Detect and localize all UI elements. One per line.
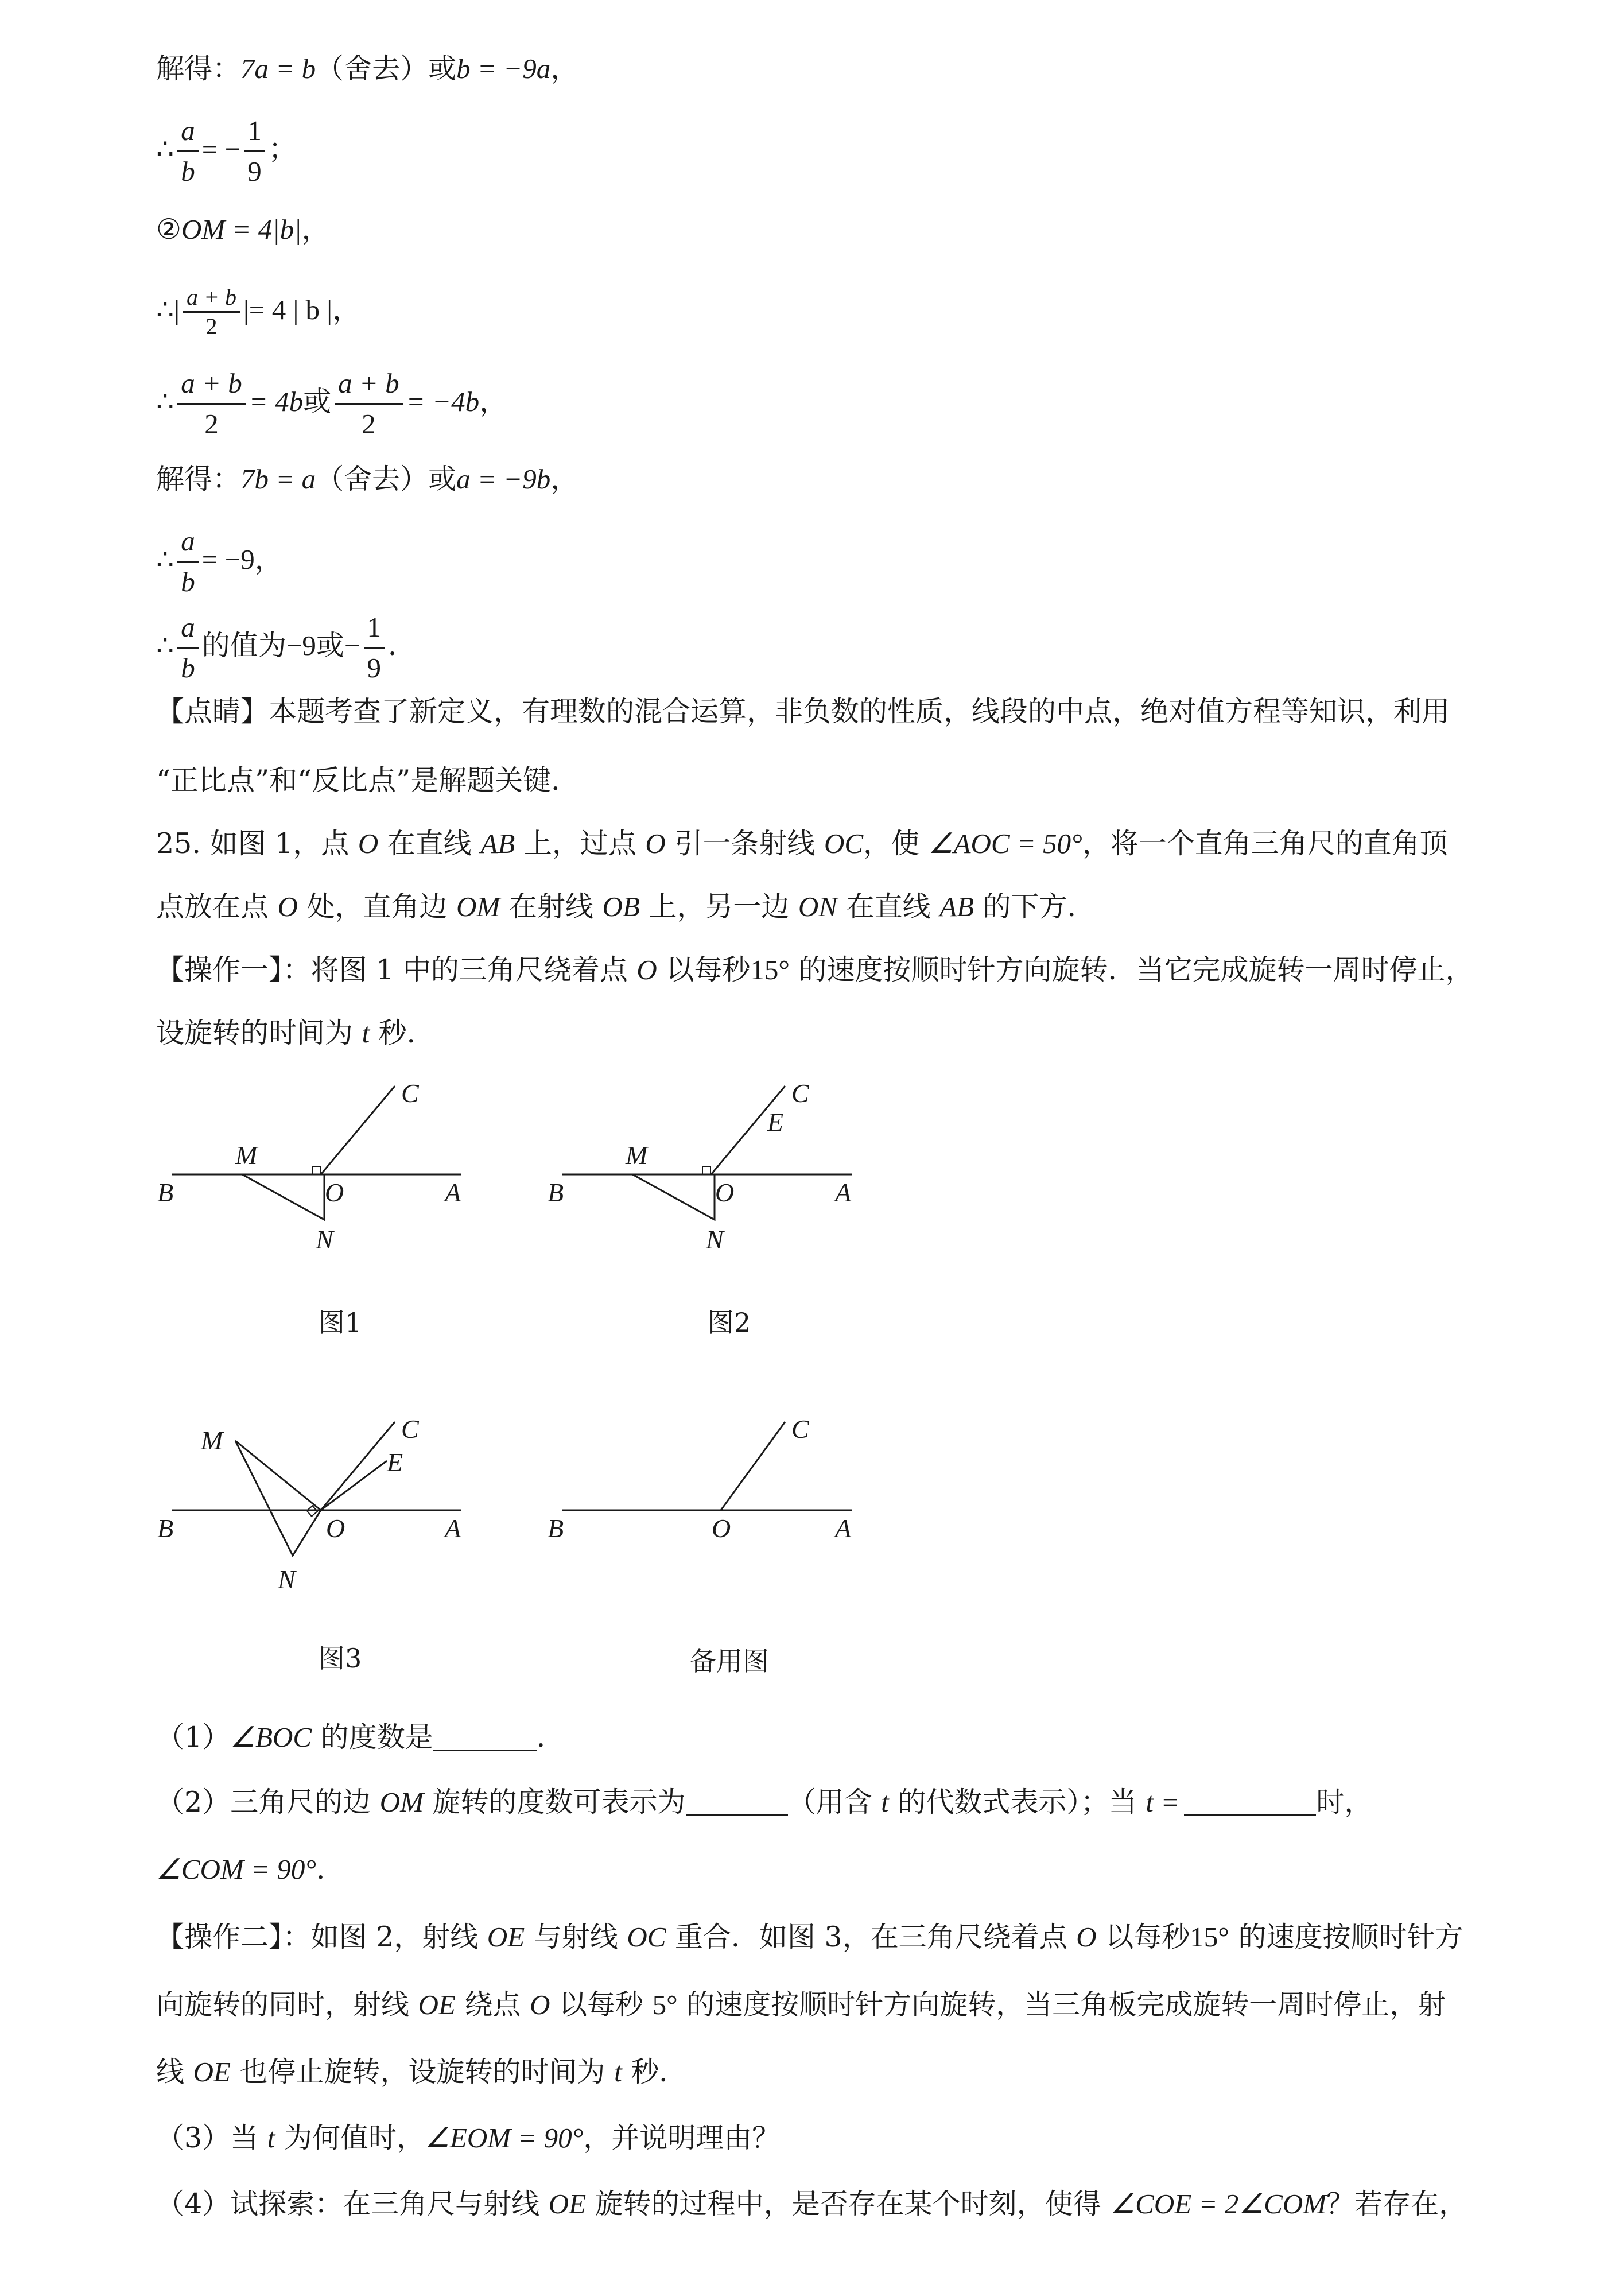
part-1: （1）∠BOC 的度数是 ． xyxy=(156,1721,565,1754)
figure-1 xyxy=(150,1073,472,1269)
label-O: O xyxy=(715,1178,735,1207)
label-N: N xyxy=(278,1565,296,1594)
solution-line-2: ∴ $\frac{a}{b}$ = − $\frac{1}{9}$ ； xyxy=(156,109,297,191)
question-25-line-2: 点放在点 O 处，直角边 OM 在射线 OB 上，另一边 ON 在直线 AB 的下方． xyxy=(156,890,1096,923)
label-B: B xyxy=(157,1178,174,1207)
label-B: B xyxy=(157,1514,174,1543)
figure-2 xyxy=(541,1073,862,1269)
label-N: N xyxy=(706,1225,724,1254)
label-B: B xyxy=(548,1178,564,1207)
label-C: C xyxy=(791,1079,809,1108)
label-N: N xyxy=(316,1225,333,1254)
answer-blank-2b[interactable] xyxy=(1184,1788,1316,1816)
figure-1-caption: 图1 xyxy=(319,1307,362,1338)
label-E: E xyxy=(387,1448,403,1477)
operation-1-line-1: 【操作一】：将图 1 中的三角尺绕着点 O 以每秒15° 的速度按顺时针方向旋转．当它完成旋转一周时停止， xyxy=(156,953,1474,986)
figure-spare-caption: 备用图 xyxy=(690,1646,769,1677)
answer-blank-2a[interactable] xyxy=(686,1788,788,1816)
operation-2-line-1: 【操作二】：如图 2，射线 OE 与射线 OC 重合．如图 3，在三角尺绕着点 O 以每秒15° 的速度按顺时针方 xyxy=(156,1921,1463,1953)
figure-2-caption: 图2 xyxy=(708,1307,751,1338)
solution-line-7: ∴ $\frac{a}{b}$ = −9， xyxy=(156,519,283,602)
solution-line-8: ∴ $\frac{a}{b}$ 的值为−9或− $\frac{1}{9}$ ． xyxy=(156,606,416,688)
solution-line-6: 解得：7b = a（舍去）或a = −9b， xyxy=(156,463,579,495)
label-C: C xyxy=(401,1414,419,1444)
label-O: O xyxy=(712,1514,731,1543)
label-C: C xyxy=(401,1079,419,1108)
dianjing-line-1: 【点睛】本题考查了新定义，有理数的混合运算，非负数的性质，线段的中点，绝对值方程等知识，利用 xyxy=(156,695,1450,728)
part-2-line-1: （2）三角尺的边 OM 旋转的度数可表示为 （用含 t 的代数式表示）；当 t = 时， xyxy=(156,1786,1373,1818)
figure-3-caption: 图3 xyxy=(319,1643,362,1674)
solution-line-4: ∴| $\frac{a + b}{2}$ |= 4 | b |， xyxy=(156,284,361,339)
solution-line-1: 解得：7a = b（舍去）或b = −9a， xyxy=(156,52,579,85)
label-E: E xyxy=(767,1107,784,1137)
part-3: （3）当 t 为何值时，∠EOM = 90°，并说明理由？ xyxy=(156,2122,781,2154)
label-A: A xyxy=(445,1178,461,1207)
fraction-a-plus-b-over-2: $\frac{a + b}{2}$ xyxy=(183,284,240,340)
label-A: A xyxy=(445,1514,461,1543)
figure-spare xyxy=(541,1409,862,1604)
label-B: B xyxy=(548,1514,564,1543)
operation-1-line-2: 设旋转的时间为 t 秒． xyxy=(156,1017,435,1049)
label-C: C xyxy=(791,1414,809,1444)
label-M: M xyxy=(201,1426,223,1455)
dianjing-line-2: “正比点”和“反比点”是解题关键． xyxy=(156,764,580,797)
operation-2-line-3: 线 OE 也停止旋转，设旋转的时间为 t 秒． xyxy=(156,2055,688,2088)
answer-blank-1[interactable] xyxy=(433,1723,537,1751)
label-M: M xyxy=(235,1141,258,1170)
label-O: O xyxy=(326,1514,345,1543)
label-A: A xyxy=(835,1514,852,1543)
label-M: M xyxy=(626,1141,648,1170)
fraction-a-b: $\frac{a}{b}$ xyxy=(177,111,199,191)
operation-2-line-2: 向旋转的同时，射线 OE 绕点 O 以每秒 5° 的速度按顺时针方向旋转，当三角板完成旋转一周时停止，射 xyxy=(156,1988,1446,2021)
label-O: O xyxy=(325,1178,344,1207)
figure-3 xyxy=(150,1409,472,1604)
solution-line-3: ②OM = 4|b|， xyxy=(156,213,330,246)
part-2-line-2: ∠COM = 90°． xyxy=(156,1853,344,1886)
solution-line-5: ∴ $\frac{a + b}{2}$ = 4b或 $\frac{a + b}{2}$ = −4b， xyxy=(156,362,507,444)
label-A: A xyxy=(835,1178,852,1207)
question-25-line-1: 25. 如图 1，点 O 在直线 AB 上，过点 O 引一条射线 OC，使 ∠AOC = 50°，将一个直角三角尺的直角顶 xyxy=(156,827,1448,860)
part-4: （4）试探索：在三角尺与射线 OE 旋转的过程中，是否存在某个时刻，使得 ∠COE = 2∠COM？若存在， xyxy=(156,2188,1467,2220)
fraction-1-9: $\frac{1}{9}$ xyxy=(244,111,265,191)
